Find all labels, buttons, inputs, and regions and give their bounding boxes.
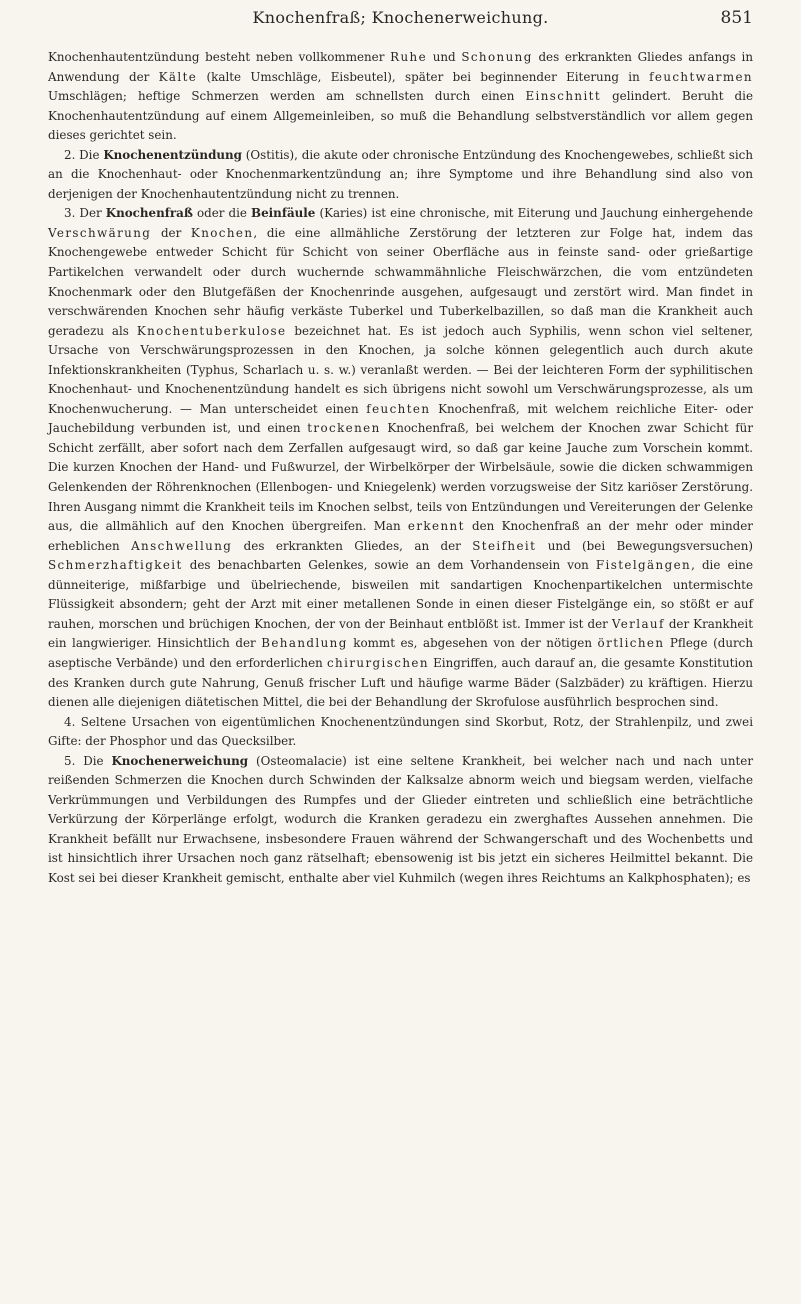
text-run: (Ostitis), die akute oder chronische Entzündung des Knochengewebes, schließt sich an die Knochenhaut- oder Knochenmarkentzündung an; ihre Symptome und ihre Behandlung sind also von derjenigen der Knochenhautentzündung nicht zu trennen. [48,147,753,201]
text-run: Eingriffen, auch darauf an, die gesamte Konstitution des Kranken durch gute Nahrung, Genuß frischer Luft und häufige warme Bäder (Salzbäder) zu kräftigen. Hierzu dienen alle diejenigen diätetischen Mittel, die bei der Behandlung der Skrofulose ausführlich besprochen sind. [48,655,753,710]
emphasized-term: Knochentuberkulose [136,323,287,338]
text-run: (kalte Umschläge, Eisbeutel), später bei beginnender Eiterung in [197,69,650,84]
text-run: bezeichnet hat. Es ist jedoch auch Syphilis, wenn schon viel seltener, Ursache von Verschwärungsprozessen in den Knochen, ja solche können gelegentlich auch durch akute Infektionskrankheiten (Typhus, Scharlach u. s. w.) veranlaßt werden. — Bei der leichteren Form der syphilitischen Knochenhaut- und Knochenentzündung handelt es sich übrigens nicht sowohl um Verschwärungsprozesse, als um Knochenwucherung. — Man unterscheidet einen [48,323,753,416]
emphasized-term: örtlichen [597,636,665,651]
text-run: der [151,225,191,240]
text-run: Knochenfraß, mit welchem reichliche Eiter- oder Jauchebildung verbunden ist, und einen [48,401,753,436]
emphasized-term: Verlauf [611,616,665,631]
text-run: Knochenhautentzündung besteht neben vollkommener [48,50,391,64]
emphasized-term: Schmerzhaftigkeit [48,558,183,573]
text-run: Knochenfraß, bei welchem der Knochen zwar Schicht für Schicht zerfällt, aber sofort nach dem Zerfallen aufgesaugt wird, so daß gar keine Jauche zum Vorschein kommt. Die kurzen Knochen der Hand- und Fußwurzel, der Wirbelkörper der Wirbelsäule, sowie die dicken schwammigen Gelenkenden der Röhrenknochen (Ellenbogen- und Kniegelenk) werden vorzugsweise der Sitz kariöser Zerstörung. Ihren Ausgang nimmt die Krankheit teils im Knochen selbst, teils von Entzündungen und Vereiterungen der Gelenke aus, die allmählich auf den Knochen übergreifen. Man [48,421,754,534]
text-run: Umschlägen; heftige Schmerzen werden am schnellsten durch einen [48,89,526,104]
text-run: des erkrankten Gliedes anfangs in Anwendung der [48,50,753,84]
text-run: 2. Die [64,147,104,162]
emphasized-term: Schonung [461,50,533,64]
text-run: (Karies) ist eine chronische, mit Eiterung und Jauchung einhergehende [315,206,753,221]
text-run: (Osteomalacie) ist eine seltene Krankheit, bei welcher nach und nach unter reißenden Schmerzen die Knochen durch Schwinden der Kalksalze abnorm weich und biegsam werden, vielfache Verkrümmungen und Verbildungen des Rumpfes und der Glieder eintreten und schließlich eine beträchtliche Verkürzung der Körperlänge erfolgt, wodurch die Kranken geradezu ein zwerghaftes Aussehen annehmen. Die Krankheit befällt nur Erwachsene, insbesondere Frauen während der Schwangerschaft und des Wochenbetts und ist hinsichtlich ihrer Ursachen noch ganz rätselhaft; ebensowenig ist bis jetzt ein sicheres Heilmittel bekannt. Die Kost sei bei dieser Krankheit gemischt, enthalte aber viel Kuhmilch (wegen ihres Reichtums an Kalkphosphaten); es [48,753,753,885]
emphasized-term: Einschnitt [525,89,602,104]
paragraph-osteitis [48,146,753,205]
text-run: Pflege (durch aseptische Verbände) und den erforderlichen [48,636,753,670]
text-run: gelindert. Beruht die Knochenhautentzündung auf einem Allgemeinleiben, so muß die Behandlung selbstverständlich vor allem gegen dieses gerichtet sein. [48,89,753,143]
emphasized-term: Knochen [190,225,254,240]
paragraph-periostitis-treatment [48,48,753,146]
emphasized-term: Kälte [158,69,198,84]
text-run: 5. Die [64,753,112,768]
text-run: des benachbarten Gelenkes, sowie an dem Vorhandensein von [182,558,596,573]
emphasized-term: Anschwellung [131,538,233,553]
text-run: 3. Der [64,206,106,221]
emphasized-term: Fistelgängen [595,558,692,573]
text-run: kommt es, abgesehen von der nötigen [347,636,598,651]
text-run: und [427,50,462,64]
keyword-term: Knochenentzündung [103,147,242,162]
body-text [48,48,753,889]
emphasized-term: feuchten [366,401,431,416]
text-run: den Knochenfraß an der mehr oder minder erheblichen [48,519,753,553]
running-title: Knochenfraß; Knochenerweichung. [252,8,549,27]
emphasized-term: Behandlung [261,636,348,651]
emphasized-term: Verschwärung [48,225,152,240]
text-run: und (bei Bewegungsversuchen) [536,538,754,553]
keyword-term: Knochenfraß [105,206,193,221]
paragraph-osteomalacia [48,752,753,889]
text-run: des erkrankten Gliedes, an der [232,538,473,553]
emphasized-term: erkennt [407,519,465,534]
text-run: oder die [192,206,252,221]
text-run: der Krankheit ein langwieriger. Hinsichtlich der [48,616,753,651]
text-run: 4. Seltene Ursachen von eigentümlichen Knochenentzündungen sind Skorbut, Rotz, der Strahlenpilz, und zwei Gifte: der Phosphor und das Quecksilber. [48,714,753,749]
emphasized-term: Steifheit [472,538,537,553]
emphasized-term: Ruhe [390,50,427,64]
text-run: , die eine dünneiterige, mißfarbige und übelriechende, bisweilen mit sandartigen Knochenpartikelchen untermischte Flüssigkeit absondern; geht der Arzt mit einer metallenen Sonde in einen dieser Fistelgänge ein, so stößt er auf rauhen, morschen und brüchigen Knochen, der von der Beinhaut entblößt ist. Immer ist der [48,558,753,631]
text-run: , die eine allmähliche Zerstörung der letzteren zur Folge hat, indem das Knochengewebe entweder Schicht für Schicht von seiner Oberfläche aus in feinste sand- oder grießartige Partikelchen verwandelt oder durch wuchernde schwammähnliche Fleischwärzchen, die vom entzündeten Knochenmark oder den Blutgefäßen der Knochenrinde ausgehen, aufgesaugt und zerstört wird. Man findet in verschwärenden Knochen sehr häufig verkäste Tuberkel und Tuberkelbazillen, so daß man die Krankheit auch geradezu als [48,225,753,338]
emphasized-term: feuchtwarmen [649,69,753,84]
keyword-term: Beinfäule [251,206,316,221]
page-header [0,8,801,38]
paragraph-caries [48,204,753,712]
emphasized-term: chirurgischen [327,655,429,670]
paragraph-rare-causes [48,713,753,752]
page-number: 851 [720,8,753,28]
keyword-term: Knochenerweichung [111,753,249,768]
emphasized-term: trockenen [307,421,381,436]
